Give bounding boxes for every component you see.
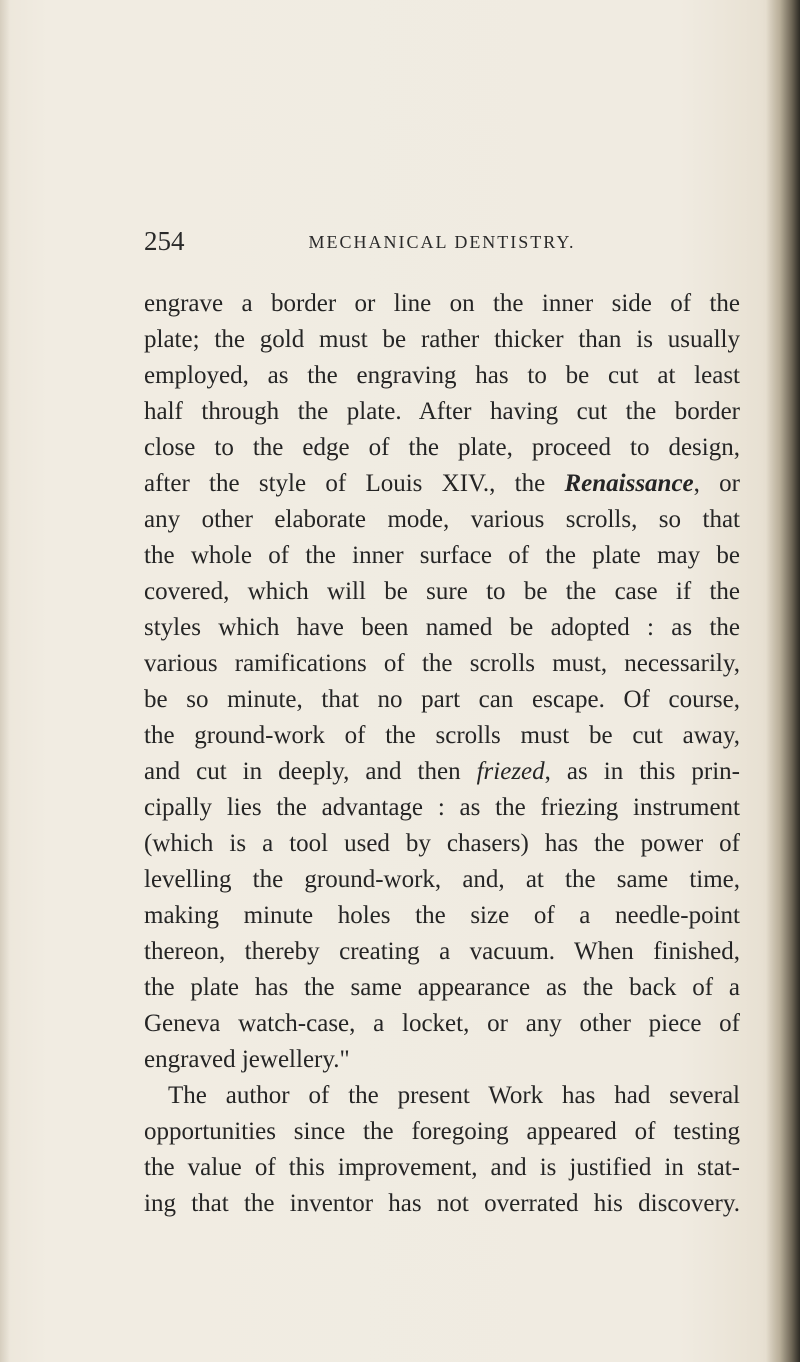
emphasis-friezed: friezed (476, 758, 545, 785)
text-line: ing that the inventor has not overrated his discovery. (144, 1190, 740, 1217)
text-line: close to the edge of the plate, proceed to design, (144, 434, 740, 461)
text-line: any other elaborate mode, various scrolls, so that (144, 506, 740, 533)
text-line: making minute holes the size of a needle-point (144, 902, 740, 929)
page-gutter-shadow (0, 0, 10, 1362)
text-line (144, 466, 740, 502)
text-line: the plate has the same appearance as the back of a (144, 974, 740, 1001)
text-span: after the style of Louis XIV., the (144, 470, 565, 497)
text-line: The author of the present Work has had several (168, 1082, 740, 1109)
page-number: 254 (144, 226, 185, 256)
text-span: , or (693, 470, 740, 497)
text-line: be so minute, that no part can escape. Of course, (144, 686, 740, 713)
text-line: opportunities since the foregoing appeared of testing (144, 1118, 740, 1145)
text-line (144, 754, 740, 790)
text-line: Geneva watch-case, a locket, or any other piece of (144, 1010, 740, 1037)
text-span: , as in this prin- (544, 758, 740, 785)
text-line: plate; the gold must be rather thicker than is usually (144, 326, 740, 353)
page-edge-shadow (766, 0, 800, 1362)
emphasis-renaissance: Renaissance (564, 470, 694, 497)
text-line: engrave a border or line on the inner side of the (144, 290, 740, 317)
text-line: various ramifications of the scrolls must, necessarily, (144, 650, 740, 677)
text-line: levelling the ground-work, and, at the same time, (144, 866, 740, 893)
text-line: cipally lies the advantage : as the friezing instrument (144, 794, 740, 821)
text-line: the whole of the inner surface of the plate may be (144, 542, 740, 569)
text-line: styles which have been named be adopted : as the (144, 614, 740, 641)
text-span: and cut in deeply, and then (144, 758, 477, 785)
body-text (144, 286, 740, 1222)
text-line: the value of this improvement, and is justified in stat- (144, 1154, 740, 1181)
text-line: the ground-work of the scrolls must be cut away, (144, 722, 740, 749)
text-line: employed, as the engraving has to be cut at least (144, 362, 740, 389)
text-line: thereon, thereby creating a vacuum. When finished, (144, 938, 740, 965)
page-header (144, 226, 740, 266)
running-head: MECHANICAL DENTISTRY. (308, 232, 576, 252)
text-line: engraved jewellery." (144, 1046, 350, 1073)
text-line: (which is a tool used by chasers) has the power of (144, 830, 740, 857)
text-line: half through the plate. After having cut the border (144, 398, 740, 425)
text-line: covered, which will be sure to be the case if the (144, 578, 740, 605)
